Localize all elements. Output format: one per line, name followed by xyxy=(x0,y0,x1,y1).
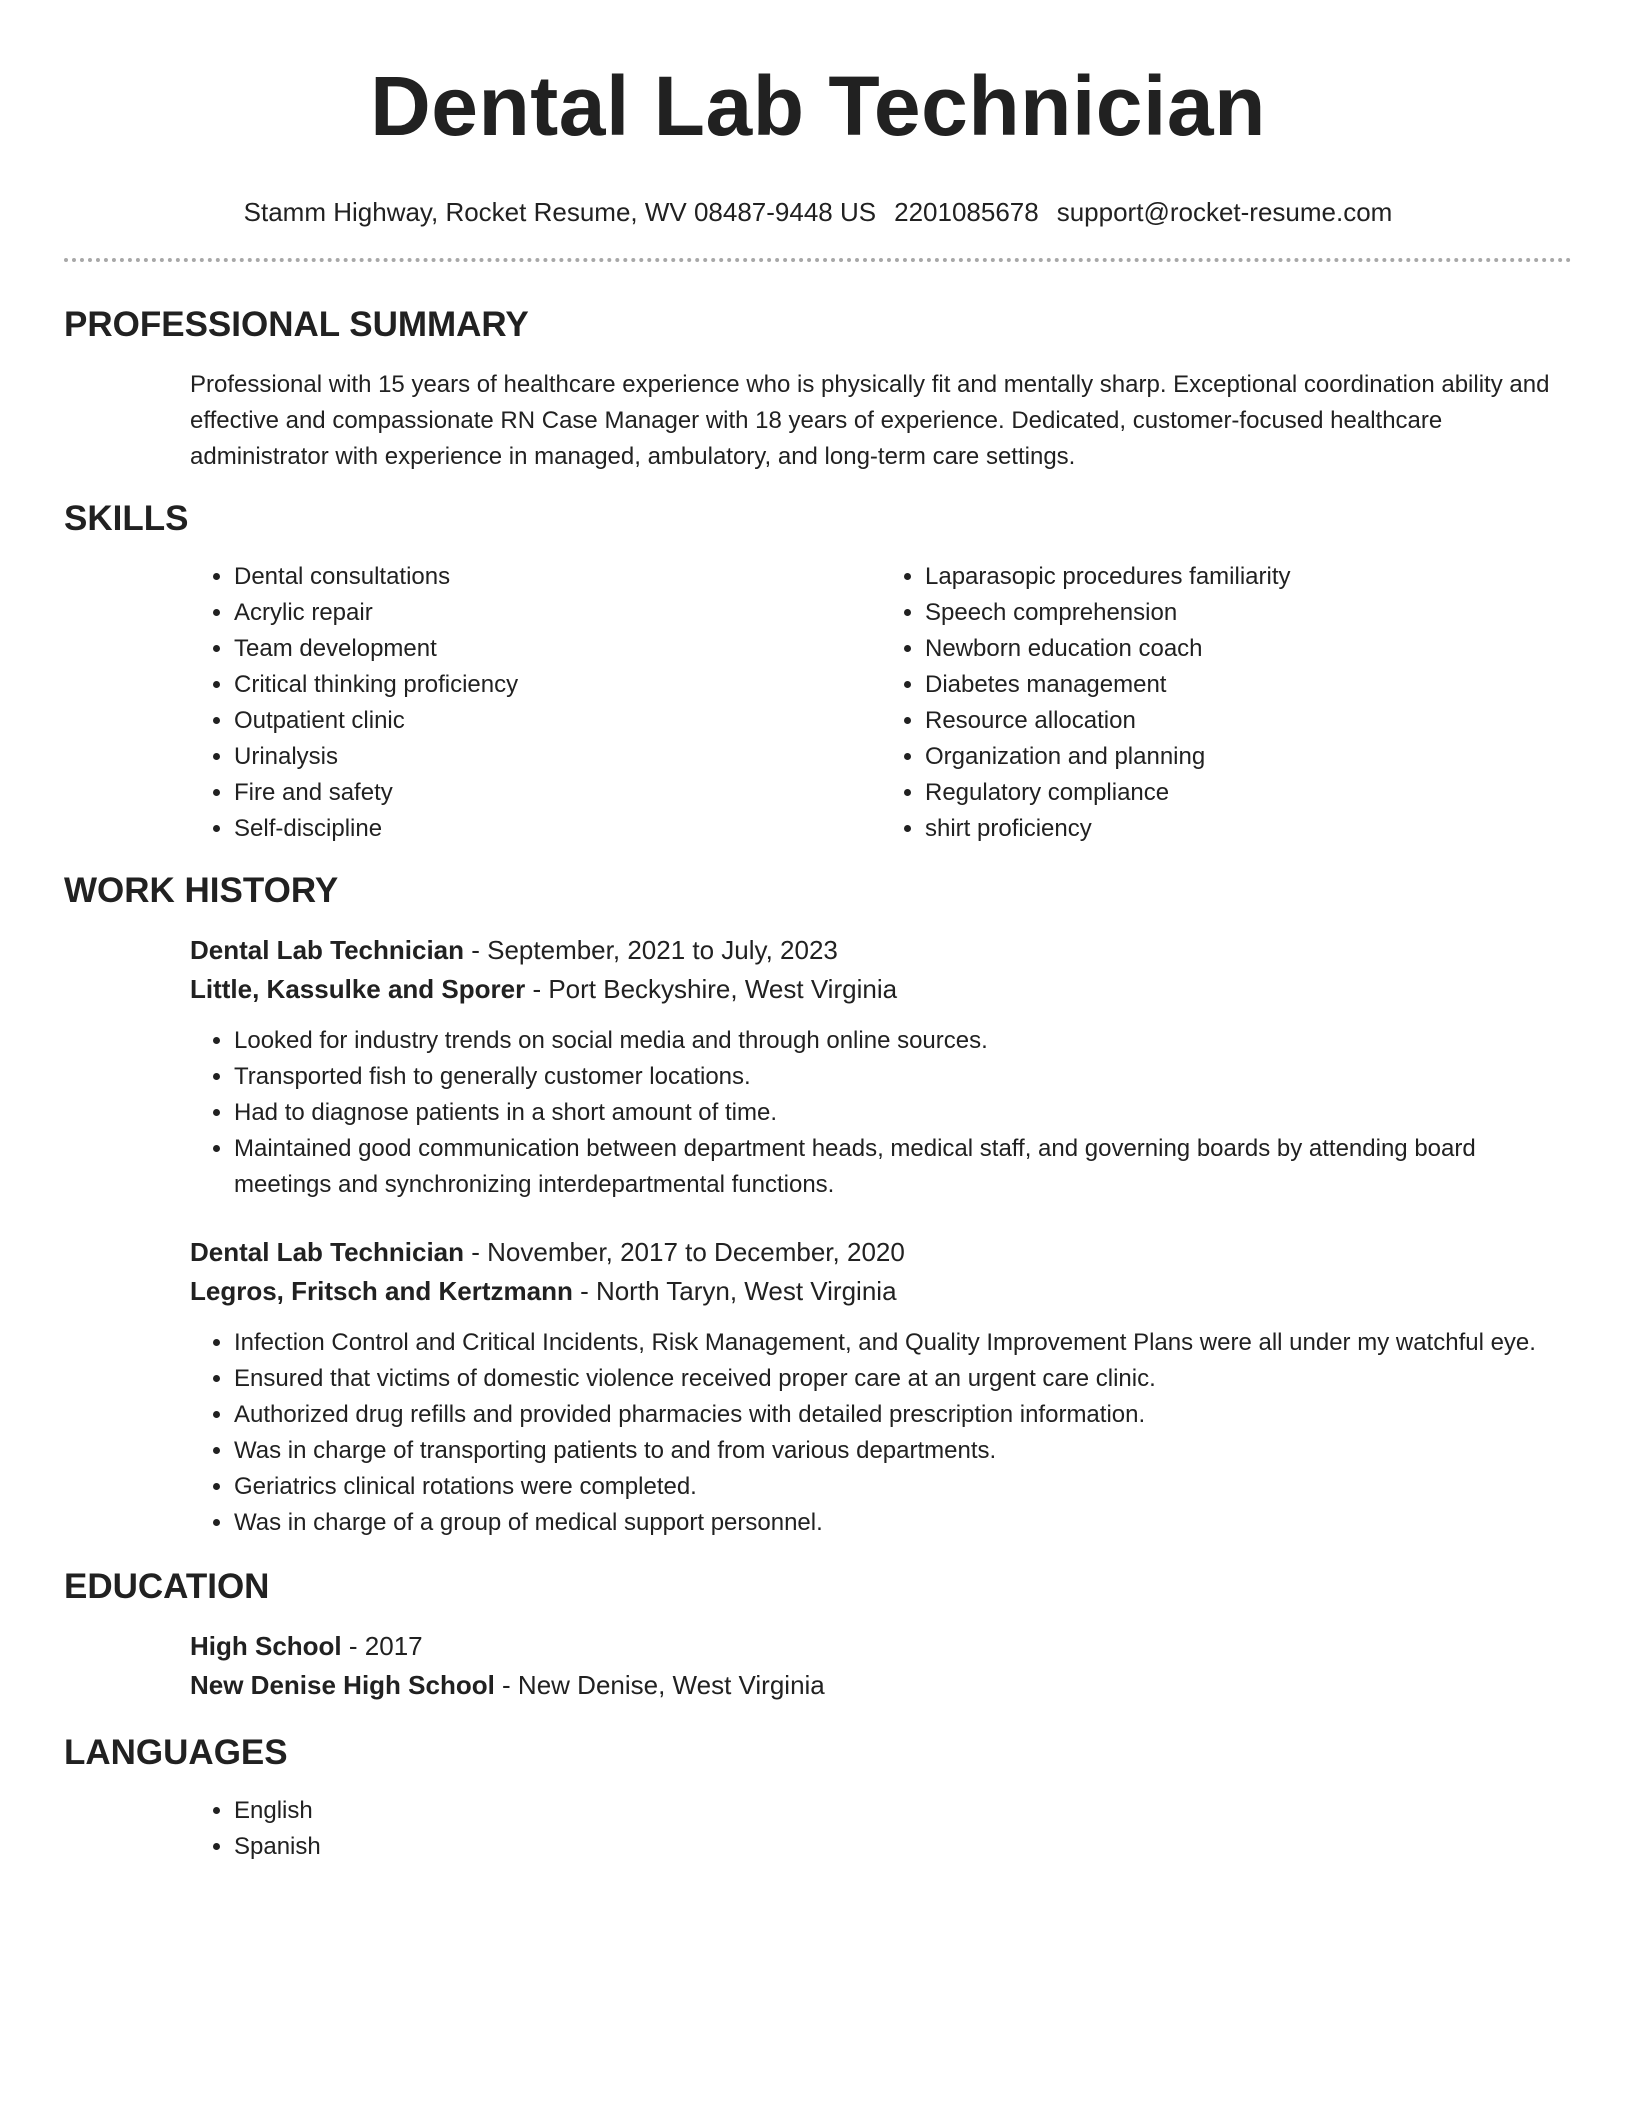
education-school-line xyxy=(190,1666,1572,1705)
work-title: WORK HISTORY xyxy=(64,871,339,910)
skill-item: • shirt proficiency xyxy=(925,811,1572,847)
languages-list xyxy=(190,1793,1572,1865)
job-bullets xyxy=(190,1325,1572,1541)
job-position: Dental Lab Technician xyxy=(190,935,465,965)
work-section xyxy=(64,869,1572,1541)
skill-item: • Regulatory compliance xyxy=(925,775,1572,811)
resume-name: Dental Lab Technician xyxy=(370,59,1266,153)
languages-entry xyxy=(190,1793,1572,1865)
job-bullets xyxy=(190,1023,1572,1203)
education-title: EDUCATION xyxy=(64,1567,270,1606)
skills-section xyxy=(64,497,1572,847)
skills-title: SKILLS xyxy=(64,499,189,538)
job-company-line xyxy=(190,970,1572,1009)
skill-item: • Dental consultations xyxy=(234,559,881,595)
skill-item: • Diabetes management xyxy=(925,667,1572,703)
skill-item: • Urinalysis xyxy=(234,739,881,775)
language-item: • Spanish xyxy=(234,1829,1572,1865)
job-company: Little, Kassulke and Sporer xyxy=(190,974,526,1004)
job-heading xyxy=(190,1233,1572,1272)
job-bullet: • Authorized drug refills and provided pharmacies with detailed prescription information. xyxy=(234,1397,1572,1433)
skill-item: • Laparasopic procedures familiarity xyxy=(925,559,1572,595)
job-bullet: • Was in charge of transporting patients to and from various departments. xyxy=(234,1433,1572,1469)
skill-item: • Newborn education coach xyxy=(925,631,1572,667)
summary-section xyxy=(64,303,1572,475)
header-divider xyxy=(64,258,1572,262)
skill-item: • Critical thinking proficiency xyxy=(234,667,881,703)
language-item: • English xyxy=(234,1793,1572,1829)
education-degree: High School xyxy=(190,1631,342,1661)
job-heading xyxy=(190,931,1572,970)
job-dates: - September, 2021 to July, 2023 xyxy=(464,935,838,965)
skill-item: • Fire and safety xyxy=(234,775,881,811)
languages-section xyxy=(64,1731,1572,1865)
job-dates: - November, 2017 to December, 2020 xyxy=(464,1237,905,1267)
education-entry xyxy=(190,1627,1572,1705)
job-bullet: • Looked for industry trends on social media and through online sources. xyxy=(234,1023,1572,1059)
resume-page xyxy=(64,0,1572,1865)
contact-phone: 2201085678 xyxy=(894,197,1039,227)
languages-title: LANGUAGES xyxy=(64,1733,288,1772)
job-bullet: • Infection Control and Critical Incidents, Risk Management, and Quality Improvement Plans were all under my watchful eye. xyxy=(234,1325,1572,1361)
skill-item: • Outpatient clinic xyxy=(234,703,881,739)
job-entry xyxy=(190,931,1572,1203)
contact-address: Stamm Highway, Rocket Resume, WV 08487-9448 US xyxy=(243,197,877,227)
summary-text: Professional with 15 years of healthcare experience who is physically fit and mentally sharp. Exceptional coordination ability and effective and compassionate RN Case Manager with 18 years of experience. Dedicated, customer-focused healthcare administrator with experience in managed, ambulatory, and long-term care settings. xyxy=(190,371,1550,470)
job-bullet: • Ensured that victims of domestic violence received proper care at an urgent care clinic. xyxy=(234,1361,1572,1397)
job-bullet: • Was in charge of a group of medical support personnel. xyxy=(234,1505,1572,1541)
job-bullet: • Had to diagnose patients in a short amount of time. xyxy=(234,1095,1572,1131)
skill-item: • Organization and planning xyxy=(925,739,1572,775)
job-position: Dental Lab Technician xyxy=(190,1237,465,1267)
skill-item: • Team development xyxy=(234,631,881,667)
skill-item: • Acrylic repair xyxy=(234,595,881,631)
contact-line xyxy=(64,196,1572,228)
job-company: Legros, Fritsch and Kertzmann xyxy=(190,1276,573,1306)
skill-item: • Self-discipline xyxy=(234,811,881,847)
education-degree-line xyxy=(190,1627,1572,1666)
job-company-line xyxy=(190,1272,1572,1311)
job-entry xyxy=(190,1233,1572,1541)
skill-item: • Speech comprehension xyxy=(925,595,1572,631)
skills-columns xyxy=(190,559,1572,847)
job-location: - North Taryn, West Virginia xyxy=(572,1276,897,1306)
skills-list-left xyxy=(190,559,881,847)
education-year: - 2017 xyxy=(341,1631,423,1661)
education-location: - New Denise, West Virginia xyxy=(494,1670,825,1700)
summary-title: PROFESSIONAL SUMMARY xyxy=(64,305,529,344)
contact-email: support@rocket-resume.com xyxy=(1056,197,1393,227)
job-location: - Port Beckyshire, West Virginia xyxy=(525,974,898,1004)
skill-item: • Resource allocation xyxy=(925,703,1572,739)
education-section xyxy=(64,1565,1572,1705)
job-bullet: • Transported fish to generally customer locations. xyxy=(234,1059,1572,1095)
skills-list-right xyxy=(881,559,1572,847)
education-school: New Denise High School xyxy=(190,1670,495,1700)
job-bullet: • Maintained good communication between department heads, medical staff, and governing boards by attending board meetings and synchronizing interdepartmental functions. xyxy=(234,1131,1572,1203)
job-bullet: • Geriatrics clinical rotations were completed. xyxy=(234,1469,1572,1505)
